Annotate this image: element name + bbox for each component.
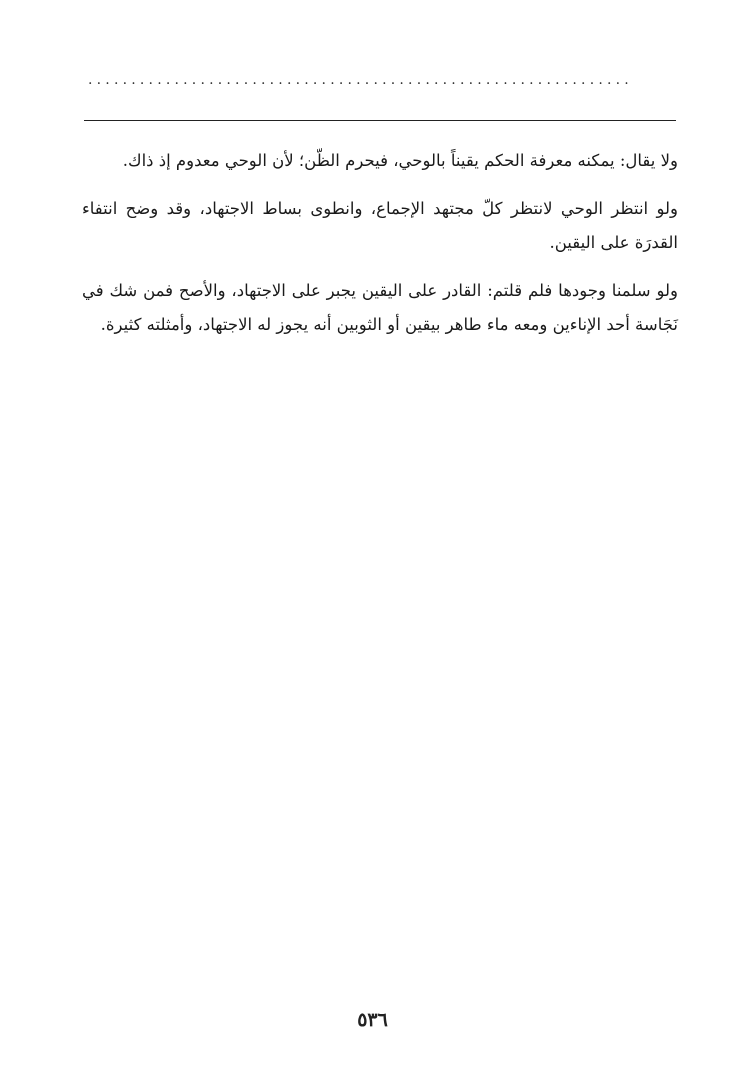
- paragraph-3: ولو سلمنا وجودها فلم قلتم: القادر على اليقين يجبر على الاجتهاد، والأصح فمن شك في نَجَاسة أحد الإناءين ومعه ماء طاهر بيقين أو الثوبين أنه يجوز له الاجتهاد، وأمثلته كثيرة.: [82, 281, 678, 334]
- page-number: ٥٣٦: [357, 1009, 388, 1031]
- dotted-leader: ...............................................................: [88, 72, 633, 88]
- paragraph-2: ولو انتظر الوحي لانتظر كلّ مجتهد الإجماع، وانطوى بساط الاجتهاد، وقد وضح انتفاء القدرَة على اليقين.: [82, 199, 678, 252]
- paragraph-1: ولا يقال: يمكنه معرفة الحكم يقيناً بالوحي، فيحرم الظّن؛ لأن الوحي معدوم إذ ذاك.: [122, 151, 678, 170]
- footnote-separator-rule: [84, 120, 676, 121]
- page-body: [82, 144, 678, 356]
